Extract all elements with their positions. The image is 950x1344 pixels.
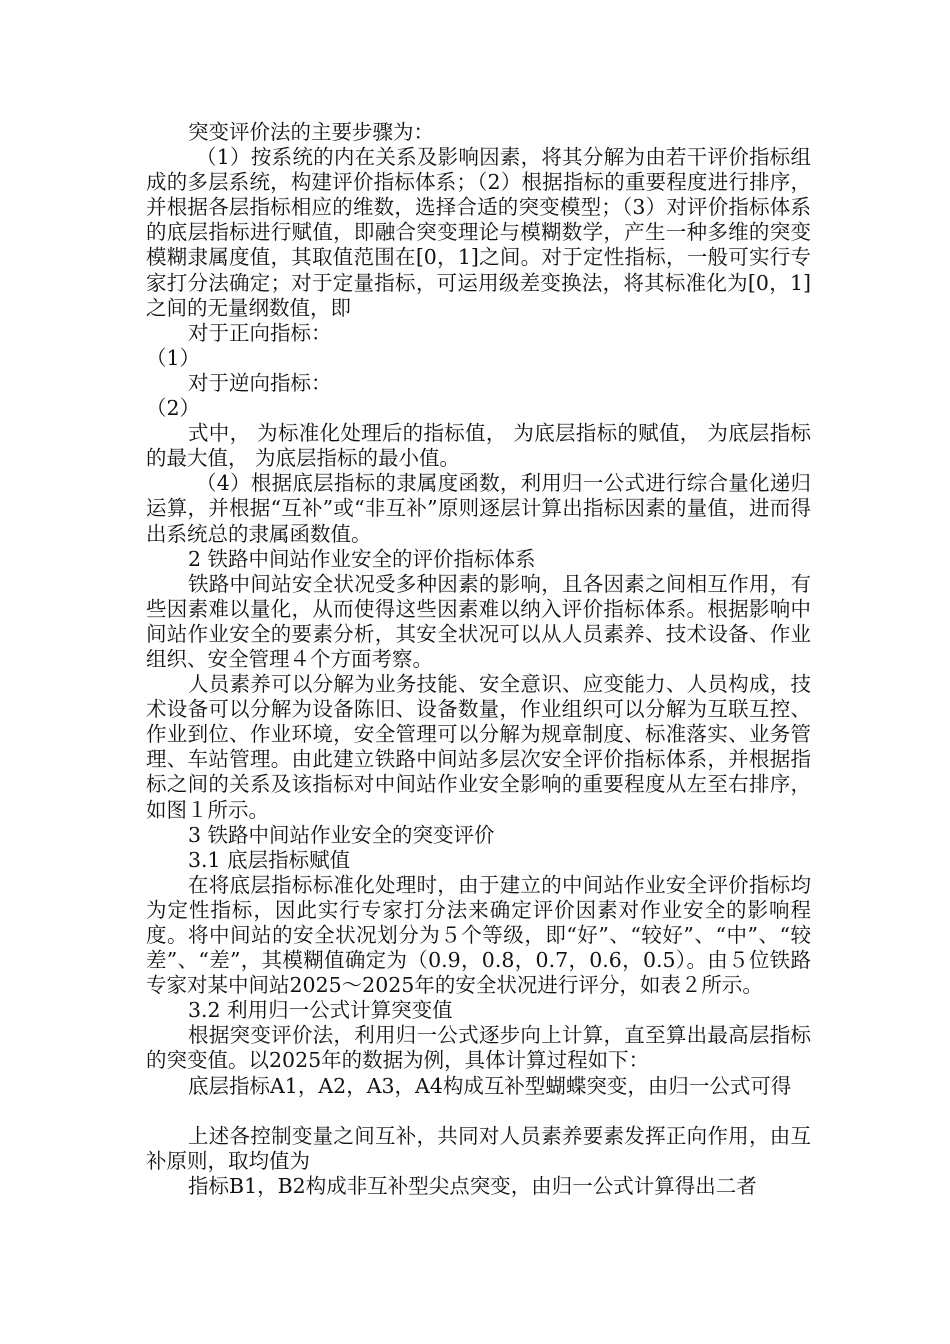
section-3-2-paragraph-4: 指标B1，B2构成非互补型尖点突变，由归一公式计算得出二者 xyxy=(188,1173,757,1198)
section-2-paragraph-2: 人员素养可以分解为业务技能、安全意识、应变能力、人员构成，技术设备可以分解为设备陈旧、设备数量，作业组织可以分解为互联互控、作业到位、作业环境，安全管理可以分解为规章制度、标准落实、业务管理、车站管理。由此建立铁路中间站多层次安全评价指标体系，并根据指标之间的关系及该指标对中间站作业安全影响的重要程度从左至右排序，如图１所示。 xyxy=(146,672,811,822)
positive-indicator-label: 对于正向指标： xyxy=(188,320,332,345)
section-3-2-heading: 3.2 利用归一公式计算突变值 xyxy=(188,998,453,1023)
negative-indicator-label: 对于逆向指标： xyxy=(188,370,332,395)
document-body xyxy=(146,120,811,1199)
section-3-heading: 3 铁路中间站作业安全的突变评价 xyxy=(188,822,495,847)
equation-1-number: （1） xyxy=(146,345,201,370)
section-3-2-paragraph-2: 底层指标A1，A2，A3，A4构成互补型蝴蝶突变，由归一公式可得 xyxy=(188,1073,792,1098)
section-3-1-heading: 3.1 底层指标赋值 xyxy=(188,847,351,872)
section-2-heading: 2 铁路中间站作业安全的评价指标体系 xyxy=(188,546,536,571)
variable-definition-paragraph: 式中， 为标准化处理后的指标值， 为底层指标的赋值， 为底层指标的最大值， 为底层指标的最小值。 xyxy=(146,421,811,471)
equation-2-number: （2） xyxy=(146,396,201,421)
section-3-2-paragraph-1: 根据突变评价法，利用归一公式逐步向上计算，直至算出最高层指标的突变值。以2025年的数据为例，具体计算过程如下： xyxy=(146,1023,811,1073)
section-3-2-paragraph-3: 上述各控制变量之间互补，共同对人员素养要素发挥正向作用，由互补原则，取均值为 xyxy=(146,1123,811,1173)
section-2-paragraph-1: 铁路中间站安全状况受多种因素的影响，且各因素之间相互作用，有些因素难以量化，从而使得这些因素难以纳入评价指标体系。根据影响中间站作业安全的要素分析，其安全状况可以从人员素养、技术设备、作业组织、安全管理４个方面考察。 xyxy=(146,571,811,671)
intro-paragraph: 突变评价法的主要步骤为： xyxy=(188,120,434,144)
step-4-paragraph: （4）根据底层指标的隶属度函数，利用归一公式进行综合量化递归运算，并根据“互补”或“非互补”原则逐层计算出指标因素的量值，进而得出系统总的隶属函数值。 xyxy=(146,471,811,546)
equation-gap xyxy=(146,1099,811,1124)
steps-paragraph: （1）按系统的内在关系及影响因素，将其分解为由若干评价指标组成的多层系统，构建评价指标体系；（2）根据指标的重要程度进行排序，并根据各层指标相应的维数，选择合适的突变模型；（3）对评价指标体系的底层指标进行赋值，即融合突变理论与模糊数学，产生一种多维的突变模糊隶属度值，其取值范围在[0，1]之间。对于定性指标，一般可实行专家打分法确定；对于定量指标，可运用级差变换法，将其标准化为[0，1]之间的无量纲数值，即 xyxy=(146,145,811,320)
section-3-1-paragraph: 在将底层指标标准化处理时，由于建立的中间站作业安全评价指标均为定性指标，因此实行专家打分法来确定评价因素对作业安全的影响程度。将中间站的安全状况划分为５个等级，即“好”、“较好”、“中”、“较差”、“差”，其模糊值确定为（0.9，0.8，0.7，0.6，0.5）。由５位铁路专家对某中间站2025～2025年的安全状况进行评分，如表２所示。 xyxy=(146,872,811,998)
